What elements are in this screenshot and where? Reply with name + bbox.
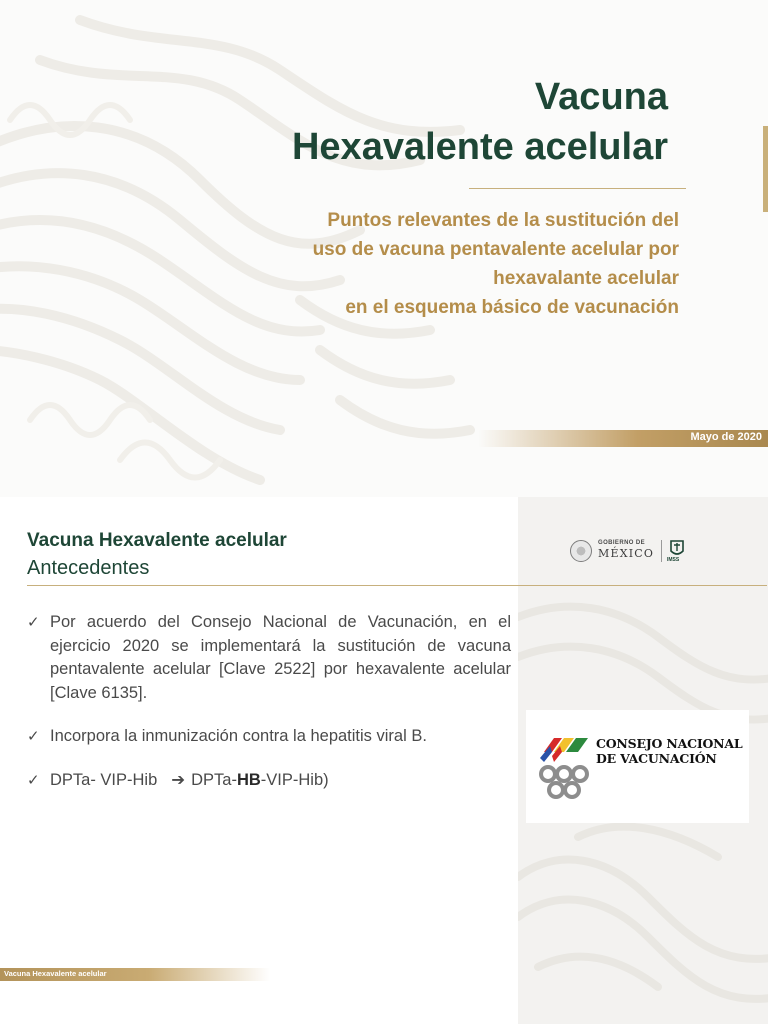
check-icon: ✓	[27, 728, 40, 745]
coat-of-arms-icon	[570, 540, 592, 562]
bullet-text-3-hb: HB	[236, 770, 261, 789]
cover-subtitle	[99, 206, 679, 322]
date-band	[478, 430, 768, 447]
date-label: Mayo de 2020	[690, 431, 762, 443]
gob-logo-small-text: GOBIERNO DE	[598, 540, 646, 546]
content-slide	[0, 497, 768, 1024]
gobierno-mexico-logo	[570, 538, 690, 564]
list-item	[27, 725, 511, 749]
footer-label: Vacuna Hexavalente acelular	[4, 969, 107, 978]
bullet-text-2: Incorpora la inmunización contra la hepatitis viral B.	[50, 727, 427, 745]
cover-slide	[0, 0, 768, 497]
bullet-text-1: Por acuerdo del Consejo Nacional de Vacunación, en el ejercicio 2020 se implementará la sustitución de vacuna pentavalente acelular [Clave 2522] por hexavalente acelular [Clave 6135].	[50, 613, 511, 702]
check-icon: ✓	[27, 771, 40, 789]
slide-title: Vacuna Hexavalente acelular	[27, 530, 287, 551]
cover-subtitle-line-3: hexavalante acelular	[493, 268, 679, 289]
consejo-vacunacion-logo	[526, 710, 749, 823]
gold-accent-bar	[763, 126, 768, 212]
footer-band	[0, 968, 270, 981]
gob-logo-big-text: MÉXICO	[598, 547, 655, 560]
bullet-list	[27, 611, 511, 812]
list-item	[27, 611, 511, 705]
bullet-text-3-left: DPTa- VIP-Hib	[50, 770, 158, 789]
cnv-logo-line-1: CONSEJO NACIONAL	[596, 736, 743, 751]
logo-separator	[661, 540, 662, 562]
cover-title	[108, 72, 668, 172]
imss-eagle-icon	[668, 539, 686, 559]
cover-subtitle-line-1: Puntos relevantes de la sustitución del	[327, 210, 679, 231]
cover-title-line-2: Hexavalente acelular	[291, 126, 668, 168]
arrow-right-icon: ➔	[171, 770, 186, 789]
vaccine-council-icon	[532, 732, 594, 804]
cover-title-line-1: Vacuna	[534, 76, 668, 118]
slide-subtitle: Antecedentes	[27, 557, 150, 579]
header-divider	[27, 585, 767, 586]
bullet-text-3-right-a: DPTa-	[191, 770, 237, 789]
imss-label: IMSS	[667, 557, 680, 563]
cover-subtitle-line-2: uso de vacuna pentavalente acelular por	[312, 239, 679, 260]
cnv-logo-text	[596, 736, 743, 766]
bullet-text-3-right-b: -VIP-Hib)	[260, 770, 329, 789]
cnv-logo-line-2: DE VACUNACIÓN	[596, 751, 717, 766]
check-icon: ✓	[27, 614, 40, 631]
list-item	[27, 769, 511, 793]
title-divider	[469, 188, 686, 189]
cover-subtitle-line-4: en el esquema básico de vacunación	[345, 297, 679, 318]
